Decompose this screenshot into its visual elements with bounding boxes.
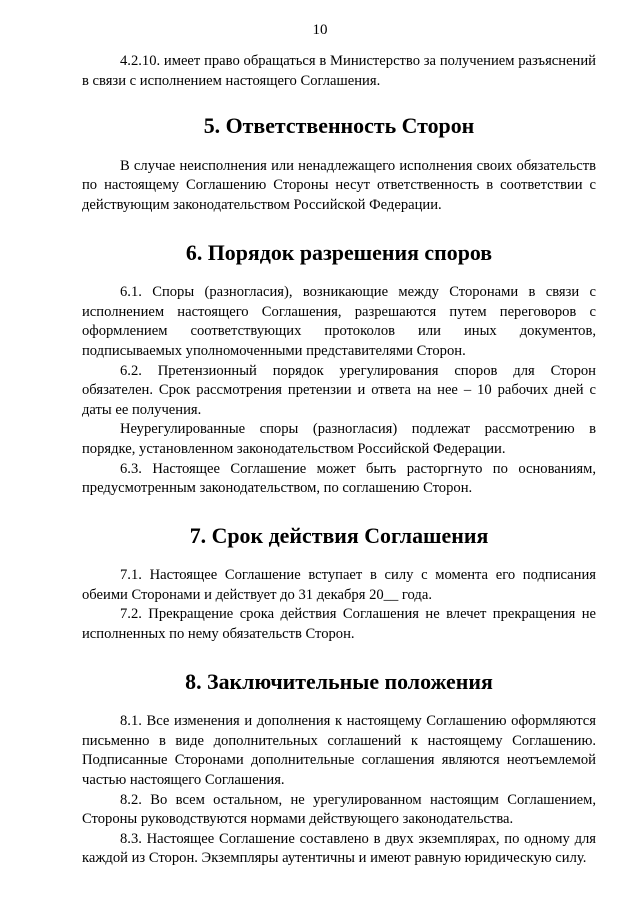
paragraph-6-2-continued: Неурегулированные споры (разногласия) подлежат рассмотрению в порядке, установленном законодательством Российской Федерации. <box>82 421 596 457</box>
section-heading-8: 8. Заключительные положения <box>185 668 493 694</box>
section-heading-6: 6. Порядок разрешения споров <box>185 239 493 265</box>
section-heading-5: 5. Ответственность Сторон <box>203 113 475 139</box>
paragraph-6-2: 6.2. Претензионный порядок урегулирования споров для Сторон обязателен. Срок рассмотрения претензии и ответа на нее – 10 рабочих дней с даты ее получения. <box>82 362 596 418</box>
paragraph-6-1: 6.1. Споры (разногласия), возникающие между Сторонами в связи с исполнением настоящего Соглашения, разрешаются путем переговоров с оформлением соответствующих протоколов или иных документов, подписываемых уполномоченными представителями Сторон. <box>82 284 596 359</box>
paragraph-8-1: 8.1. Все изменения и дополнения к настоящему Соглашению оформляются письменно в виде дополнительных соглашений к настоящему Соглашению. Подписанные Сторонами дополнительные соглашения являются неотъемлемой частью настоящего Соглашения. <box>82 713 596 789</box>
paragraph-7-1: 7.1. Настоящее Соглашение вступает в силу с момента его подписания обеими Сторонами и действует до 31 декабря 20__ года. <box>82 567 596 603</box>
document-body <box>82 52 596 869</box>
page-number: 10 <box>312 22 328 38</box>
paragraph-5: В случае неисполнения или ненадлежащего исполнения своих обязательств по настоящему Соглашению Стороны несут ответственность в соответствии с действующим законодательством Российской Федерации. <box>82 157 596 213</box>
paragraph-8-2: 8.2. Во всем остальном, не урегулированном настоящим Соглашением, Стороны руководствуются нормами действующего законодательства. <box>82 791 596 828</box>
paragraph-8-3: 8.3. Настоящее Соглашение составлено в двух экземплярах, по одному для каждой из Сторон. Экземпляры аутентичны и имеют равную юридическую силу. <box>82 830 596 867</box>
section-heading-7: 7. Срок действия Соглашения <box>189 522 489 548</box>
paragraph-7-2: 7.2. Прекращение срока действия Соглашения не влечет прекращения не исполненных по нему обязательств Сторон. <box>82 606 596 643</box>
paragraph-4-2-10: 4.2.10. имеет право обращаться в Министерство за получением разъяснений в связи с исполнением настоящего Соглашения. <box>82 53 596 89</box>
paragraph-6-3: 6.3. Настоящее Соглашение может быть расторгнуто по основаниям, предусмотренным законодательством, по соглашению Сторон. <box>82 460 596 497</box>
